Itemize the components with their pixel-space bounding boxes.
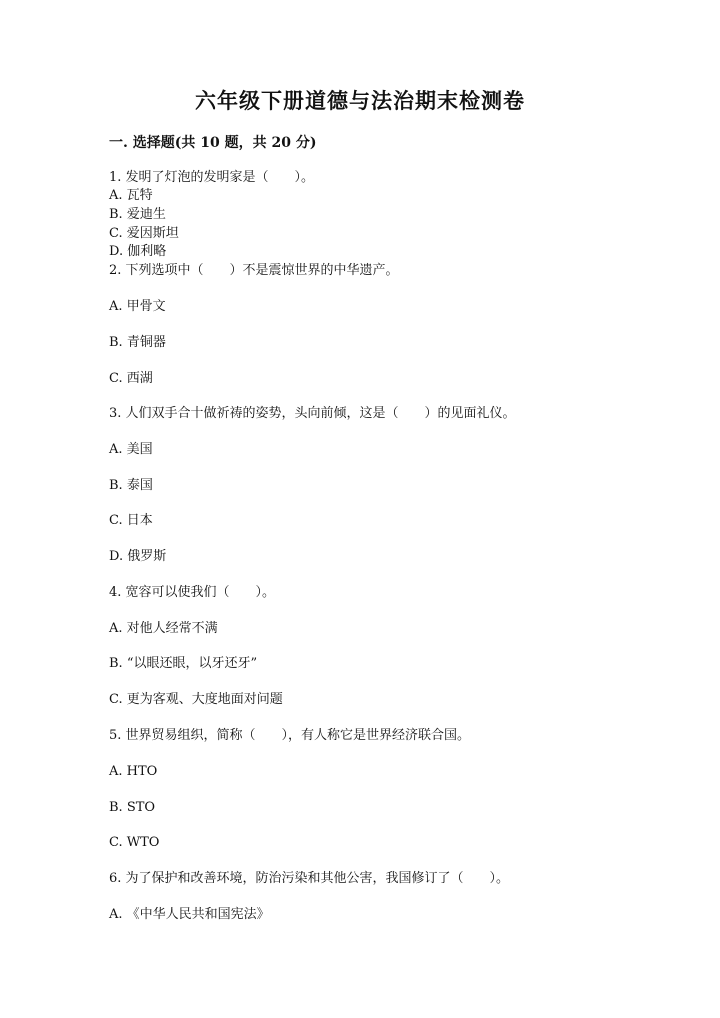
question-1-option-d: D. 伽利略 — [109, 244, 167, 259]
question-1-option-c: C. 爱因斯坦 — [109, 226, 179, 241]
page-title: 六年级下册道德与法治期末检测卷 — [195, 88, 525, 113]
question-5-option-b: B. STO — [109, 800, 156, 815]
section-heading: 一. 选择题(共 10 题，共 20 分) — [109, 135, 317, 151]
question-5-option-a: A. HTO — [109, 764, 158, 779]
question-3-option-d: D. 俄罗斯 — [109, 549, 167, 564]
question-6-stem: 6. 为了保护和改善环境，防治污染和其他公害，我国修订了（ ）。 — [109, 871, 510, 886]
question-1-option-b: B. 爱迪生 — [109, 207, 166, 222]
question-5-option-c: C. WTO — [109, 835, 160, 850]
question-4-option-b: B. “以眼还眼，以牙还牙” — [109, 656, 258, 671]
question-2-stem: 2. 下列选项中（ ）不是震惊世界的中华遗产。 — [109, 263, 399, 278]
question-2-option-a: A. 甲骨文 — [109, 299, 166, 314]
question-2-option-c: C. 西湖 — [109, 371, 153, 386]
question-1-stem: 1. 发明了灯泡的发明家是（ ）。 — [109, 170, 315, 185]
question-6-option-a: A. 《中华人民共和国宪法》 — [109, 907, 270, 922]
question-1-option-a: A. 瓦特 — [109, 188, 153, 203]
question-3-option-a: A. 美国 — [109, 442, 153, 457]
question-4-stem: 4. 宽容可以使我们（ ）。 — [109, 585, 276, 600]
question-2-option-b: B. 青铜器 — [109, 335, 166, 350]
question-4-option-c: C. 更为客观、大度地面对问题 — [109, 692, 283, 707]
question-3-option-c: C. 日本 — [109, 513, 153, 528]
question-3-stem: 3. 人们双手合十做祈祷的姿势，头向前倾，这是（ ）的见面礼仪。 — [109, 406, 516, 421]
question-3-option-b: B. 泰国 — [109, 478, 153, 493]
question-4-option-a: A. 对他人经常不满 — [109, 621, 218, 636]
question-5-stem: 5. 世界贸易组织，简称（ ），有人称它是世界经济联合国。 — [109, 728, 471, 743]
